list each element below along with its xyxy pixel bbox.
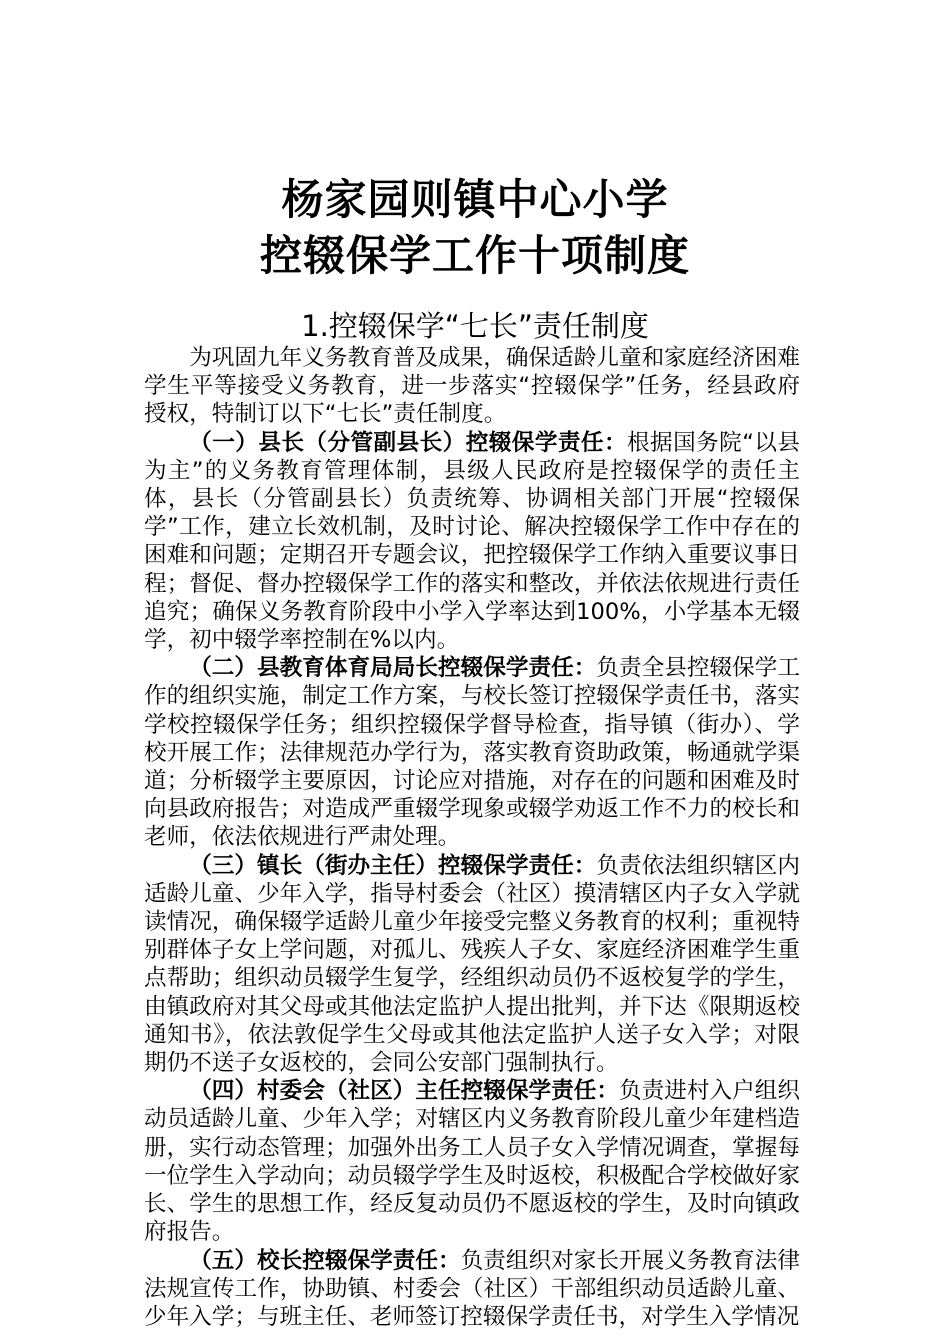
responsibility-paragraph-3: [144, 852, 800, 1078]
paragraph-text: 根据国务院“以县为主”的义务教育管理体制，县级人民政府是控辍保学的责任主体，县长（分管副县长）负责统筹、协调相关部门开展“控辍保学”工作，建立长效机制，及时讨论、解决控辍保学工作中存在的困难和问题；定期召开专题会议，把控辍保学工作纳入重要议事日程；督促、督办控辍保学工作的落实和整改，并依法依规进行责任追究；确保义务教育阶段中小学入学率达到100%，小学基本无辍学，初中辍学率控制在%以内。: [144, 429, 800, 654]
document-title: [0, 172, 950, 284]
paragraph-text: 负责组织对家长开展义务教育法律法规宣传工作，协助镇、村委会（社区）干部组织动员适龄儿童、少年入学；与班主任、老师签订控辍保学责任书，对学生入学情况: [144, 1247, 801, 1330]
title-line-1: 杨家园则镇中心小学: [281, 175, 669, 224]
paragraph-heading: （三）镇长（街办主任）控辍保学责任：: [189, 852, 597, 879]
paragraph-heading: （五）校长控辍保学责任：: [189, 1247, 461, 1274]
responsibility-paragraph-2: [144, 654, 800, 851]
paragraph-text: 负责依法组织辖区内适龄儿童、少年入学，指导村委会（社区）摸清辖区内子女入学就读情况，确保辍学适龄儿童少年接受完整义务教育的权利；重视特别群体子女上学问题，对孤儿、残疾人子女、家庭经济困难学生重点帮助；组织动员辍学生复学，经组织动员仍不返校复学的学生，由镇政府对其父母或其他法定监护人提出批判，并下达《限期返校通知书》，依法敦促学生父母或其他法定监护人送子女入学；对限期仍不送子女返校的，会同公安部门强制执行。: [144, 852, 801, 1077]
responsibility-paragraph-4: [144, 1077, 800, 1246]
paragraph-text: 负责全县控辍保学工作的组织实施，制定工作方案，与校长签订控辍保学责任书，落实学校控辍保学任务；组织控辍保学督导检查，指导镇（街办）、学校开展工作；法律规范办学行为，落实教育资助政策，畅通就学渠道；分析辍学主要原因，讨论应对措施，对存在的问题和困难及时向县政府报告；对造成严重辍学现象或辍学劝返工作不力的校长和老师，依法依规进行严肃处理。: [144, 655, 801, 851]
document-body: [144, 344, 800, 1331]
section-heading: 1.控辍保学“七长”责任制度: [301, 309, 649, 343]
paragraph-heading: （二）县教育体育局局长控辍保学责任：: [189, 655, 597, 682]
paragraph-heading: （四）村委会（社区）主任控辍保学责任：: [189, 1078, 620, 1105]
title-line-2: 控辍保学工作十项制度: [259, 231, 690, 280]
responsibility-paragraph-5: [144, 1247, 800, 1332]
responsibility-paragraph-1: [144, 429, 800, 655]
paragraph-heading: （一）县长（分管副县长）控辍保学责任：: [189, 429, 627, 456]
paragraph-text: 负责进村入户组织动员适龄儿童、少年入学；对辖区内义务教育阶段儿童少年建档造册，实行动态管理；加强外出务工人员子女入学情况调查，掌握每一位学生入学动向；动员辍学学生及时返校，积极配合学校做好家长、学生的思想工作，经反复动员仍不愿返校的学生，及时向镇政府报告。: [144, 1078, 801, 1246]
intro-paragraph: 为巩固九年义务教育普及成果，确保适龄儿童和家庭经济困难学生平等接受义务教育，进一步落实“控辍保学”任务，经县政府授权，特制订以下“七长”责任制度。: [144, 345, 800, 428]
